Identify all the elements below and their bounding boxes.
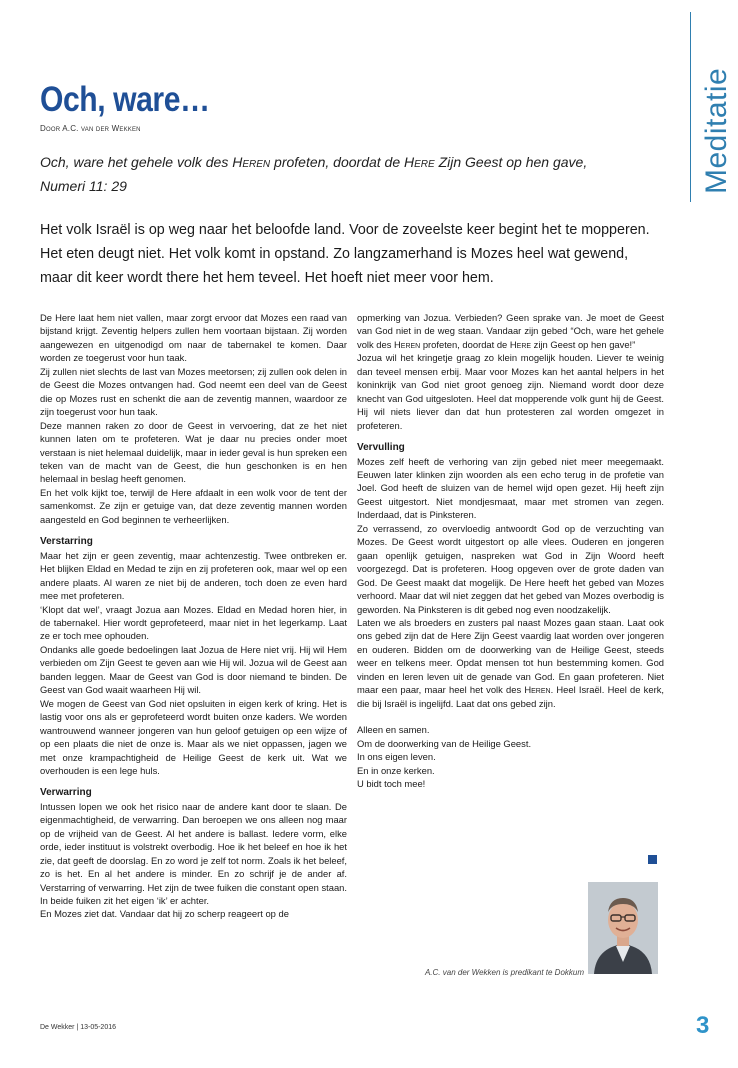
quote-text-2: profeten, doordat de [270,154,405,170]
body-paragraph: En het volk kijkt toe, terwijl de Here afdaalt in een wolk voor de tent der samenkomst. Ze zijn er getuige van, dat deze zeventig mannen worden aangesteld en God beginnen te verheerlijken. [40,486,347,525]
left-column [40,311,347,921]
subheading-verstarring: Verstarring [40,536,93,548]
closing-line: Om de doorwerking van de Heilige Geest. [357,737,532,749]
closing-line: En in onze kerken. [357,764,435,776]
right-column [357,311,664,790]
section-label: Meditatie [700,67,733,194]
body-paragraph: Intussen lopen we ook het risico naar de andere kant door te slaan. De eigenmachtigheid, de verwarring. Dan beroepen we ons alleen nog maar op de vrijheid van de Geest. Al het andere is ballast. Iedere vorm, elke orde, ieder instituut is volstrekt overbodig. Hoe ik het beleef en hoe ik het zie, dat geeft de doorslag. En zo word je zelf tot norm. Zoals ik het beleef, zo is het. En al het andere is minder. En zo schrijf je de ander af. Verstarring of verwarring. Het zijn de twee fuiken die constant open staan. In beide fuiken zit het eigen ‘ik’ er achter. [40,800,347,907]
section-rule [690,12,691,202]
closing-line: U bidt toch mee! [357,777,426,789]
body-paragraph: De Here laat hem niet vallen, maar zorgt ervoor dat Mozes een raad van bijstand krijgt. Zeventig helpers zullen hem voortaan bijstaan. Zij worden aangewezen en uitgenodigd om naar de tabernakel te komen. Daar worden ze toegerust voor hun taak. [40,312,347,364]
lead-paragraph: Het volk Israël is op weg naar het beloofde land. Voor de zoveelste keer begint het te mopperen. Het eten deugt niet. Het volk komt in opstand. Zo langzamerhand is Mozes heel wat gewend, maar dit keer wordt there het hem teveel. Het hoeft niet meer voor hem. [40,222,650,286]
text-run: . Heel Israël. Heel de kerk, die bij Israël is ingelijfd. Laat dat ons gebed zijn. [357,684,664,709]
body-paragraph: Deze mannen raken zo door de Geest in vervoering, dat ze het niet kunnen laten om te profeteren. Wat je daar nu precies onder moet verstaan is niet helemaal duidelijk, maar in ieder geval is hun spreken een teken van de macht van de Geest, die hun geschonken is en hen helemaal in beslag heeft genomen. [40,419,347,485]
page-number: 3 [696,1012,710,1039]
photo-caption: A.C. van der Wekken is predikant te Dokkum [424,968,584,977]
body-paragraph: Mozes zelf heeft de verhoring van zijn gebed niet meer meegemaakt. Eeuwen later klinken zijn woorden als een echo terug in de profetie van Joel. God heeft de sluizen van de hemel wijd open gezet. Hij heeft zijn Geest uitgestort. Niet mondjesmaat, maar met stromen van zegen. Inderdaad, dat is Pinksteren. [357,455,664,521]
subheading-verwarring: Verwarring [40,787,92,799]
quote-heren: Heren [232,154,271,170]
heren-smallcaps: Heren [394,338,421,350]
here-smallcaps: Here [509,338,532,350]
body-paragraph [357,616,664,710]
body-paragraph: Maar het zijn er geen zeventig, maar achtenzestig. Twee ontbreken er. Het blijken Eldad en Medad te zijn en zij profeteren ook, maar wel op een andere plaats. Al waren ze niet bij de anderen, toch doen ze even hard mee met profeteren. [40,549,347,602]
quote-text-1: Och, ware het gehele volk des [40,154,233,170]
body-paragraph: Zo verrassend, zo overvloedig antwoordt God op de verzuchting van Mozes. De Geest wordt uitgestort op alle vlees. Ouderen en jongeren gaan openlijk getuigen, naspreken wat God in Zijn Woord heeft voorgezegd. Dat is profeteren. Hoog opgeven over de grote daden van God. De Geest maakt dat mogelijk. De Here heeft het gebed van Mozes verhoord. Maar dat wil niet zeggen dat het gebed van Mozes overbodig is geworden. Na Pinksteren is dit gebed nog even noodzakelijk. [357,522,664,615]
heren-smallcaps: Heren [524,684,551,696]
text-run: profeten, doordat de [420,338,510,350]
author-name: A.C. van der Wekken [62,124,141,133]
closing-prayer [357,723,664,790]
body-paragraph [357,311,664,351]
closing-line: In ons eigen leven. [357,751,436,763]
end-of-article-mark [648,855,657,864]
body-paragraph: En Mozes ziet dat. Vandaar dat hij zo scherp reageert op de [40,908,289,920]
body-paragraph: We mogen de Geest van God niet opsluiten in eigen kerk of kring. Het is lastig voor ons als er geprofeteerd wordt buiten onze kaders. We worden wantrouwend wanneer jongeren van hun geloof getuigen op een wijze of op een plaats die niet de onze is. Maar als we niet oppassen, jagen we met onze krampachtigheid de Heilige Geest de kerk uit. Wat we overhouden is een lege huls. [40,697,347,776]
text-run: opmerking van Jozua. Verbieden? Geen sprake van. Je moet de Geest van God niet in de weg staan. Vandaar zijn gebed “Och, ware het gehele volk des [357,312,664,350]
body-paragraph: ‘Klopt dat wel’, vraagt Jozua aan Mozes. Eldad en Medad horen hier, in de tabernakel. Hier wordt geprofeteerd, maar niet in het legerkamp. Laat ze er toch mee ophouden. [40,603,347,642]
body-paragraph: Jozua wil het kringetje graag zo klein mogelijk houden. Liever te weinig dan teveel mensen erbij. Maar voor Mozes kan het aantal helpers in het koninkrijk van God niet groot genoeg zijn. Niemand wordt door deze knecht van God uitgesloten. Heel dat mopperende volk gunt hij de Geest. Hij wil niets liever dan dat hun protesteren zal worden omgezet in profeteren. [357,352,664,431]
scripture-quote [40,150,640,198]
text-run: Laten we als broeders en zusters pal naast Mozes gaan staan. Laat ook ons gebed zijn dat de Here Zijn Geest vaardig laat worden over jongeren en ouderen. Bidden om de doorwerking van de Heilige Geest, steeds weer en telkens meer. Opdat mensen tot hun bestemming komen. God vinden en leren leven uit de genade van God. En gaan profeteren. Niet maar een paar, maar heel het volk des [357,616,664,696]
article-title: Och, ware… [40,80,210,119]
footer-publication: De Wekker | 13-05-2016 [40,1024,117,1031]
closing-line: Alleen en samen. [357,724,430,736]
body-paragraph: Zij zullen niet slechts de last van Mozes meetorsen; zij zullen ook delen in de Geest die Mozes ontvangen had. God neemt een deel van de Geest die op Mozes rust en schenkt die aan de zeventig mannen, waardoor ze zijn toegerust voor hun taak. [40,365,347,418]
quote-here: Here [404,154,435,170]
quote-text-3: Zijn Geest op hen gave, [434,154,588,170]
subheading-vervulling: Vervulling [357,442,405,454]
quote-reference: Numeri 11: 29 [40,178,127,194]
author-prefix: Door [40,124,61,133]
text-run: zijn Geest op hen gave!” [531,338,636,350]
portrait-illustration [588,882,658,974]
author-photo [588,882,658,974]
body-paragraph: Ondanks alle goede bedoelingen laat Jozua de Here niet vrij. Hij wil Hem verbieden om Zijn Geest te geven aan wie Hij wil. Jozua wil de Geest aan banden leggen. Maar de Geest van God is door niemand te binden. De Geest van God waait waarheen Hij wil. [40,643,347,696]
author-byline [40,124,141,133]
